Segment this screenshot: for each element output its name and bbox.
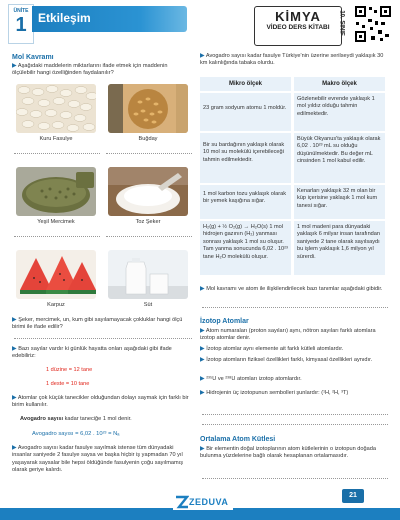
qr-code-icon[interactable] — [353, 4, 393, 44]
caption-beans: Kuru Fasulye — [39, 136, 73, 142]
answer-line — [14, 153, 100, 154]
arrow-icon: ▶ — [200, 376, 205, 382]
arrow-icon: ▶ — [12, 346, 17, 352]
beans-photo — [16, 84, 96, 133]
arrow-icon: ▶ — [200, 390, 205, 396]
table-cell: 23 gram sodyum atomu 1 moldür. — [200, 93, 291, 131]
brand-subtitle: VİDEO DERS KİTABI — [266, 24, 330, 31]
arrow-icon: ▶ — [12, 395, 17, 401]
equation-dozen: 1 düzine = 12 tane — [46, 367, 93, 373]
publisher-name: ZEDUVA — [189, 497, 229, 507]
answer-line — [202, 424, 388, 425]
page-number: 21 — [342, 489, 364, 503]
list-item: ▶ Hidrojenin üç izotopunun sembolleri şunlardır: (¹H, ²H, ³T) — [200, 390, 349, 396]
paragraph-atoms: ▶ Atomlar çok küçük tanecikler olduğundan dolayı saymak için farklı bir birim kullanılır. — [12, 395, 189, 409]
answer-line — [14, 236, 100, 237]
arrow-icon: ▶ — [200, 328, 205, 334]
question-numbers: ▶ Bazı sayılar vardır ki günlük hayatta onları aşağıdaki gibi ifade edebiliriz: — [12, 346, 172, 360]
wheat-photo — [108, 84, 188, 133]
grade-label — [338, 8, 351, 42]
caption-sugar: Toz Şeker — [135, 219, 161, 225]
question-sugar: ▶ Şeker, mercimek, un, kum gibi sayılamayacak çokluklar hangi ölçü birimi ile ifade edilir? — [12, 317, 183, 331]
list-item: ▶ ²³⁵U ve ²³⁸U atomları izotop atomlardır. — [200, 376, 302, 382]
answer-line — [106, 236, 192, 237]
arrow-icon: ▶ — [12, 317, 17, 323]
answer-line — [202, 307, 388, 308]
caption-milk: Süt — [143, 302, 153, 308]
brand-box — [254, 6, 342, 46]
arrow-icon: ▶ — [200, 53, 205, 59]
caption-watermelon: Karpuz — [47, 302, 65, 308]
section-title-average-mass: Ortalama Atom Kütlesi — [200, 436, 276, 443]
arrow-icon: ▶ — [200, 346, 205, 352]
table-cell: Kenarları yaklaşık 32 m olan bir küp içerisine yaklaşık 1 mol kum tanesi sığar. — [294, 185, 385, 219]
table-cell: Gözlenebilir evrende yaklaşık 1 mol yıldız olduğu tahmin edilmektedir. — [294, 93, 385, 131]
answer-line — [14, 338, 192, 339]
brand-title: KİMYA — [275, 9, 321, 24]
table-header-micro: Mikro ölçek — [200, 77, 291, 91]
table-cell: Bir su bardağının yaklaşık olarak 10 mol su molekülü içerebileceği tahmin edilmektedir. — [200, 133, 291, 183]
unit-badge — [8, 4, 34, 44]
arrow-icon: ▶ — [12, 445, 17, 451]
unit-title: Etkileşim — [38, 11, 91, 25]
section-title-isotope: İzotop Atomlar — [200, 318, 249, 325]
table-cell: 1 mol madeni para dünyadaki yaklaşık 6 milyar insan tarafından saniyede 2 tane olarak sayılsaydı bu işlem yaklaşık 1,6 milyon yıl sürerdi. — [294, 221, 385, 275]
table-cell: Büyük Okyanus'ta yaklaşık olarak 6,02 . 10²³ mL su olduğu düşünülmektedir. Bu değer mL cinsinden 1 mol kabul edilir. — [294, 133, 385, 183]
paragraph-beans: ▶ Avogadro sayısı kadar fasulye sayılmak istense tüm dünyadaki insanlar saniyede 2 fasulye saysa ve başka hiçbir iş yapmadan 70 yıl yaşayarak saysalar bile hepsi öldüğünde fasulyenin çoğu sayılmamış olarak geriye kalırdı. — [12, 445, 184, 474]
answer-line — [202, 478, 388, 479]
table-cell: 1 mol karbon tozu yaklaşık olarak bir yemek kaşığına sığar. — [200, 185, 291, 219]
arrow-icon: ▶ — [200, 286, 205, 292]
list-item: ▶ İzotop atomlar aynı elemente ait farklı kütleli atomlardır. — [200, 346, 344, 352]
zeduva-logo-icon — [175, 495, 189, 509]
caption-lentil: Yeşil Mercimek — [37, 219, 75, 225]
avogadro-definition: Avogadro sayısı kadar taneciğe 1 mol denir. — [20, 416, 132, 422]
section-title-mol: Mol Kavramı — [12, 54, 54, 61]
intro-question: ▶ Aşağıdaki maddelerin miktarlarını ifade etmek için maddenin ölçülebilir hangi özelliğinden faydalanılır? — [12, 63, 168, 77]
arrow-icon: ▶ — [200, 357, 205, 363]
grade-text: 10. SINIF — [338, 10, 345, 36]
unit-label: ÜNİTE — [13, 8, 29, 14]
avogadro-formula: Avogadro sayısı = 6,02 . 10²³ = Nₐ — [32, 431, 120, 437]
intro-right: ▶ Avogadro sayısı kadar fasulye Türkiye'nin üzerine serilseydi yaklaşık 30 km kalınlığında tabaka olurdu. — [200, 53, 384, 67]
question-definitions: ▶ Mol kavramı ve atom ile ilişkilendirilecek bazı tanımlar aşağıdaki gibidir. — [200, 286, 383, 292]
arrow-icon: ▶ — [12, 63, 17, 69]
unit-number: 1 — [15, 14, 27, 36]
table-header-macro: Makro ölçek — [294, 77, 385, 91]
list-item: ▶ Bir elementin doğal izotoplarının atom kütlelerinin o izotopun doğada bulunma yüzdelerine bağlı olarak hesaplanan ortalamasıdır. — [200, 446, 376, 460]
arrow-icon: ▶ — [200, 446, 205, 452]
answer-line — [106, 153, 192, 154]
equation-deste: 1 deste = 10 tane — [46, 381, 90, 387]
caption-wheat: Buğday — [138, 136, 158, 142]
list-item: ▶ İzotop atomların fiziksel özellikleri farklı, kimyasal özellikleri aynıdır. — [200, 357, 373, 363]
watermelon-photo — [16, 250, 96, 299]
lentil-photo — [16, 167, 96, 216]
table-cell: H₂(g) + ½ O₂(g) → H₂O(s) 1 mol hidrojen gazının (H₂) yanması sonrası yaklaşık 1 mol su oluşur. Tam yanma sonucunda 6,02 . 10²³ tane H₂O molekülü oluşur. — [200, 221, 291, 275]
answer-line — [202, 414, 388, 415]
milk-photo — [108, 250, 188, 299]
sugar-photo — [108, 167, 188, 216]
list-item: ▶ Atom numaraları (proton sayıları) aynı, nötron sayıları farklı atomlara izotop atomlar denir. — [200, 328, 376, 342]
